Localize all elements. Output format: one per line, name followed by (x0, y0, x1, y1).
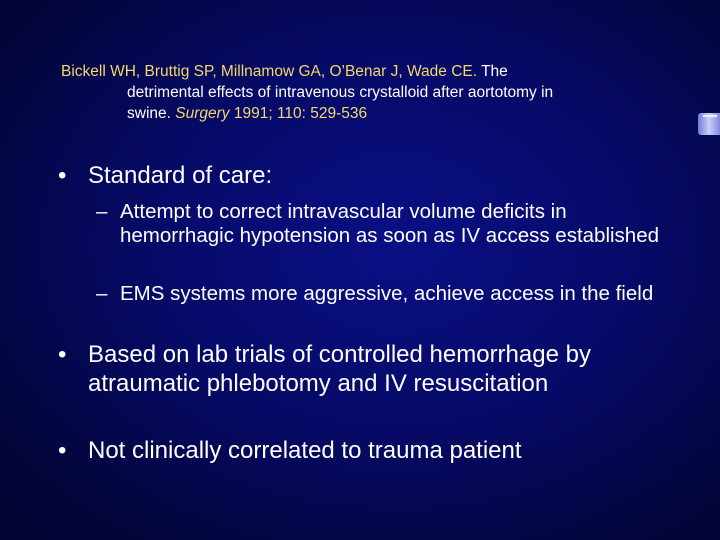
sub-bullet-text: EMS systems more aggressive, achieve access in the field (120, 282, 654, 305)
citation-journal: Surgery (175, 105, 230, 122)
decorative-tab-icon (698, 113, 720, 135)
bullet-not-clinically-correlated (58, 436, 698, 465)
bullet-text: Based on lab trials of controlled hemorrhage by atraumatic phlebotomy and IV resuscitation (88, 341, 591, 397)
citation-title-end: swine. (127, 105, 171, 122)
bullet-text: Standard of care: (88, 162, 273, 189)
bullet-text: Not clinically correlated to trauma patient (88, 437, 522, 464)
citation-title-middle: detrimental effects of intravenous crystalloid after aortotomy in (127, 84, 554, 101)
bullet-symbol: • (58, 341, 67, 368)
bullet-lab-trials (58, 340, 698, 398)
citation (61, 61, 661, 124)
citation-authors: Bickell WH, Bruttig SP, Millnamow GA, O’Benar J, Wade CE. (61, 63, 478, 80)
sub-bullet-text: Attempt to correct intravascular volume deficits in hemorrhagic hypotension as soon as IV access established (120, 200, 660, 247)
bullet-standard-of-care (58, 161, 698, 190)
sub-bullet-ems-systems (96, 282, 676, 306)
citation-line-1 (61, 61, 661, 82)
sub-bullet-symbol: – (96, 282, 108, 305)
citation-ref-details: 1991; 110: 529-536 (233, 105, 368, 122)
sub-bullet-symbol: – (96, 200, 108, 223)
bullet-symbol: • (58, 162, 67, 189)
sub-bullet-correct-volume (96, 200, 676, 248)
citation-title-start: The (481, 63, 508, 80)
bullet-symbol: • (58, 437, 67, 464)
citation-line-3 (61, 103, 661, 124)
